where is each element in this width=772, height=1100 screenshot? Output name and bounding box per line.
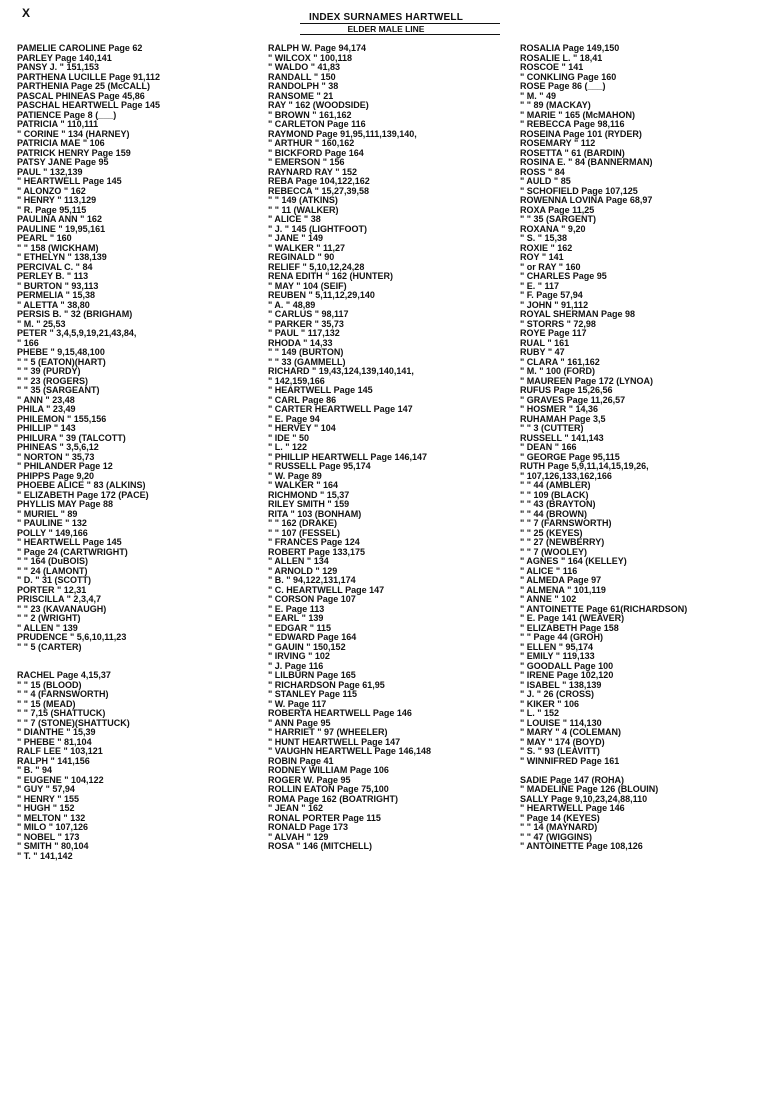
index-entry: ROBIN Page 41: [268, 755, 334, 766]
index-entry: " 166: [17, 337, 39, 348]
index-entry: " HENRY " 113,129: [17, 195, 97, 205]
index-entry: " GUY " 57,94: [17, 784, 75, 794]
index-entry: ROSA " 146 (MITCHELL): [268, 841, 372, 851]
index-entry: " " 158 (WICKHAM): [17, 242, 99, 253]
index-entry: POLLY " 149,166: [17, 527, 88, 538]
index-entry: REGINALD " 90: [268, 252, 335, 262]
index-entry: " MARIE " 165 (McMAHON): [520, 109, 636, 120]
index-entry: " ALLEN " 139: [17, 622, 78, 633]
index-entry: PATRICIA " 110,111: [17, 119, 99, 129]
index-entry: RUBY " 47: [520, 347, 565, 357]
index-entry: ROSCOE " 141: [520, 62, 584, 72]
index-entry: " ALONZO " 162: [17, 185, 86, 196]
index-entry: " ANTOINETTE Page 61(RICHARDSON): [520, 603, 688, 614]
index-entry: PRUDENCE " 5,6,10,11,23: [17, 632, 127, 642]
index-entry: REBA Page 104,122,162: [268, 176, 370, 186]
index-entry: " IDE " 50: [268, 432, 310, 443]
index-entry: " AGNES " 164 (KELLEY): [520, 556, 627, 566]
index-entry: ROBERT Page 133,175: [268, 546, 366, 557]
index-entry: ROGER W. Page 95: [268, 774, 351, 785]
index-entry: PAULINA ANN " 162: [17, 214, 102, 224]
index-entry: " CHARLES Page 95: [520, 271, 607, 281]
index-entry: " VAUGHN HEARTWELL Page 146,148: [268, 746, 431, 756]
index-entry: " HERVEY " 104: [268, 423, 336, 433]
index-entry: " or RAY " 160: [520, 261, 581, 272]
index-entry: RAY " 162 (WOODSIDE): [268, 100, 369, 110]
index-entry: RAYMOND Page 91,95,111,139,140,: [268, 128, 417, 139]
index-entry: PERMELIA " 15,38: [17, 290, 95, 300]
index-entry: PASCHAL HEARTWELL Page 145: [17, 100, 161, 110]
index-entry: " " 47 (WIGGINS): [520, 831, 593, 842]
index-entry: " IRENE Page 102,120: [520, 670, 614, 680]
index-entry: ROWENNA LOVINA Page 68,97: [520, 195, 653, 205]
index-entry: " " 24 (LAMONT): [17, 565, 88, 576]
index-entry: " Page 14 (KEYES): [520, 812, 600, 823]
index-entry: " " 25 (KEYES): [520, 527, 583, 538]
index-entry: PAUL " 132,139: [17, 166, 83, 177]
index-entry: RALF LEE " 103,121: [17, 746, 103, 756]
index-entry: PERCIVAL C. " 84: [17, 261, 93, 272]
index-entry: " CARLETON Page 116: [268, 119, 366, 129]
index-entry: " " 35 (SARGENT): [520, 214, 597, 224]
index-entry: PHINEAS " 3,5,6,12: [17, 442, 99, 452]
index-entry: RALPH " 141,156: [17, 755, 90, 766]
index-entry: " W. Page 89: [268, 470, 322, 481]
index-entry: RUFUS Page 15,26,56: [520, 385, 613, 395]
index-entry: ROSEINA Page 101 (RYDER): [520, 128, 642, 139]
index-entry: " B. " 94: [17, 765, 53, 775]
index-entry: " S. " 15,38: [520, 233, 568, 243]
index-entry: " " 44 (AMBLER): [520, 480, 591, 490]
index-entry: PETER " 3,4,5,9,19,21,43,84,: [17, 328, 137, 338]
index-entry: " " 164 (DuBOIS): [17, 556, 89, 566]
index-entry: " S. " 93 (LEAVITT): [520, 746, 600, 756]
index-entry: RICHARD " 19,43,124,139,140,141,: [268, 366, 414, 376]
index-entry: " M. " 49: [520, 90, 557, 101]
index-entry: RANDOLPH " 38: [268, 81, 339, 91]
index-entry: " JANE " 149: [268, 233, 324, 243]
index-entry: PATIENCE Page 8 (___): [17, 109, 117, 120]
index-entry: " J. " 145 (LIGHTFOOT): [268, 223, 368, 234]
index-entry: " ALETTA " 38,80: [17, 299, 90, 310]
index-entry: REUBEN " 5,11,12,29,140: [268, 290, 375, 300]
index-entry: ROYE Page 117: [520, 328, 587, 338]
index-entry: " ALICE " 116: [520, 565, 578, 576]
index-subtitle: ELDER MALE LINE: [347, 24, 425, 34]
index-entry: " HENRY " 155: [17, 793, 80, 804]
index-entry: " HEARTWELL Page 145: [268, 385, 373, 395]
index-entry: ROSALIA Page 149,150: [520, 43, 620, 53]
index-column-3: [520, 44, 770, 852]
index-entry: " MELTON " 132: [17, 812, 86, 823]
index-entry: " ARNOLD " 129: [268, 565, 338, 576]
index-entry: " MAUREEN Page 172 (LYNOA): [520, 375, 653, 386]
index-entry: " MAY " 174 (BOYD): [520, 736, 605, 747]
index-entry: " WINNIFRED Page 161: [520, 755, 620, 766]
index-entry: " C. HEARTWELL Page 147: [268, 584, 385, 595]
index-entry: " GAUIN " 150,152: [268, 641, 346, 652]
index-entry: " MURIEL " 89: [17, 508, 78, 519]
index-entry: " J. Page 116: [268, 660, 324, 671]
index-entry: " " 14 (MAYNARD): [520, 822, 598, 832]
index-entry: " BICKFORD Page 164: [268, 147, 364, 158]
index-entry: " FRANCES Page 124: [268, 537, 360, 547]
index-entry: REBECCA " 15,27,39,58: [268, 185, 369, 196]
index-entry: PARLEY Page 140,141: [17, 52, 112, 63]
index-entry: RELIEF " 5,10,12,24,28: [268, 261, 365, 272]
index-entry: " W. Page 117: [268, 698, 327, 709]
index-entry: " PARKER " 35,73: [268, 318, 344, 329]
index-entry: ROSETTA " 61 (BARDIN): [520, 147, 625, 158]
subtitle-rule: [300, 34, 500, 35]
index-entry: " ELLEN " 95,174: [520, 641, 594, 652]
index-entry: " " 7 (FARNSWORTH): [520, 518, 612, 528]
index-entry: " " 109 (BLACK): [520, 489, 589, 500]
index-entry: " DIANTHE " 15,39: [17, 727, 96, 737]
index-entry: RUSSELL " 141,143: [520, 432, 604, 443]
index-entry: " KIKER " 106: [520, 698, 580, 709]
index-entry: SALLY Page 9,10,23,24,88,110: [520, 793, 648, 804]
index-entry: " PAUL " 117,132: [268, 328, 340, 338]
index-entry: " CARL Page 86: [268, 394, 337, 405]
index-entry: PHILA " 23,49: [17, 404, 76, 414]
index-entry: " SMITH " 80,104: [17, 841, 89, 851]
index-entry: " EARL " 139: [268, 613, 324, 623]
index-entry: " " 44 (BROWN): [520, 508, 588, 519]
index-entry: " " 23 (ROGERS): [17, 375, 89, 386]
index-entry: PARTHENA LUCILLE Page 91,112: [17, 71, 161, 82]
index-entry: " " 23 (KAVANAUGH): [17, 603, 107, 614]
index-entry: PEARL " 160: [17, 233, 72, 243]
index-entry: " NOBEL " 173: [17, 831, 80, 842]
index-entry: " " 5 (EATON)(HART): [17, 356, 106, 367]
index-entry: RODNEY WILLIAM Page 106: [268, 765, 389, 775]
index-entry: " RICHARDSON Page 61,95: [268, 679, 385, 690]
index-entry: " " 149 (BURTON): [268, 347, 344, 357]
index-entry: RITA " 103 (BONHAM): [268, 508, 362, 519]
index-entry: SADIE Page 147 (ROHA): [520, 774, 625, 785]
index-entry: " L. " 152: [520, 708, 560, 718]
index-column-1: [17, 44, 267, 861]
index-entry: PATRICIA MAE " 106: [17, 138, 105, 148]
index-entry: " ELIZABETH Page 158: [520, 622, 619, 633]
index-entry: " EUGENE " 104,122: [17, 774, 104, 785]
index-entry: " ANN Page 95: [268, 717, 331, 728]
index-entry: " " 27 (NEWBERRY): [520, 537, 605, 547]
index-entry: PHILLIP " 143: [17, 423, 76, 433]
index-entry: ROSINA E. " 84 (BANNERMAN): [520, 157, 653, 167]
index-entry: " HARRIET " 97 (WHEELER): [268, 727, 388, 737]
index-entry: " " 43 (BRAYTON): [520, 499, 596, 509]
index-entry: " BURTON " 93,113: [17, 280, 99, 291]
index-entry: " STANLEY Page 115: [268, 689, 357, 699]
index-entry: PHILURA " 39 (TALCOTT): [17, 432, 126, 443]
index-entry: " D. " 31 (SCOTT): [17, 575, 92, 585]
index-entry: PAMELIE CAROLINE Page 62: [17, 43, 143, 53]
index-entry: " GRAVES Page 11,26,57: [520, 394, 626, 405]
index-entry: " " Page 44 (GROH): [520, 632, 604, 642]
index-entry: PHEBE " 9,15,48,100: [17, 347, 105, 357]
index-entry: ROY " 141: [520, 252, 564, 262]
index-entry: " HEARTWELL Page 145: [17, 176, 122, 186]
index-entry: " 107,126,133,162,166: [520, 470, 612, 481]
index-entry: PARTHENIA Page 25 (McCALL): [17, 81, 151, 91]
index-entry: " RUSSELL Page 95,174: [268, 461, 371, 471]
index-entry: " EMILY " 119,133: [520, 651, 595, 661]
index-entry: RUHAMAH Page 3,5: [520, 413, 606, 424]
page-mark: X: [22, 6, 31, 20]
index-entry: " " 162 (DRAKE): [268, 518, 338, 528]
index-entry: " " 7 (WOOLEY): [520, 546, 588, 557]
index-entry: RAYNARD RAY " 152: [268, 166, 357, 177]
index-entry: " " 107 (FESSEL): [268, 527, 341, 538]
index-entry: " JOHN " 91,112: [520, 299, 589, 310]
index-entry: " ALVAH " 129: [268, 831, 329, 842]
index-entry: " ALLEN " 134: [268, 556, 329, 566]
index-entry: ROMA Page 162 (BOATRIGHT): [268, 793, 399, 804]
index-entry: PANSY J. " 151,153: [17, 62, 99, 72]
index-entry: " STORRS " 72,98: [520, 318, 596, 329]
index-entry: RACHEL Page 4,15,37: [17, 670, 111, 680]
index-entry: " CORINE " 134 (HARNEY): [17, 128, 130, 139]
index-entry: " LOUISE " 114,130: [520, 717, 602, 728]
index-entry: " WALDO " 41,83: [268, 62, 341, 72]
index-entry: " 142,159,166: [268, 375, 325, 386]
index-entry: " L. " 122: [268, 442, 308, 452]
index-entry: " " 33 (GAMMELL): [268, 356, 346, 367]
index-entry: ROSEMARY " 112: [520, 138, 596, 148]
index-entry: " REBECCA Page 98,116: [520, 119, 625, 129]
index-entry: " BROWN " 161,162: [268, 109, 352, 120]
index-entry: " " 4 (FARNSWORTH): [17, 689, 109, 699]
index-entry: " F. Page 57,94: [520, 290, 583, 300]
index-entry: " DEAN " 166: [520, 442, 577, 452]
index-entry: PHIPPS Page 9,20: [17, 470, 95, 481]
index-entry: " ARTHUR " 160,162: [268, 138, 355, 148]
index-entry: " CLARA " 161,162: [520, 356, 600, 367]
index-entry: " " 149 (ATKINS): [268, 195, 338, 205]
index-entry: " ETHELYN " 138,139: [17, 252, 107, 262]
index-entry: RILEY SMITH " 159: [268, 499, 350, 509]
index-entry: RANDALL " 150: [268, 71, 336, 82]
index-entry: " EMERSON " 156: [268, 157, 345, 167]
index-entry: " T. " 141,142: [17, 850, 73, 861]
index-entry: RONAL PORTER Page 115: [268, 812, 381, 823]
index-entry: " SCHOFIELD Page 107,125: [520, 185, 638, 196]
index-entry: " CARTER HEARTWELL Page 147: [268, 404, 413, 414]
index-entry: " ISABEL " 138,139: [520, 679, 602, 690]
index-entry: " ALMEDA Page 97: [520, 575, 602, 585]
index-entry: PATSY JANE Page 95: [17, 157, 109, 167]
index-entry: RHODA " 14,33: [268, 337, 333, 348]
index-entry: ROSALIE L. " 18,41: [520, 52, 603, 63]
index-entry: ROXANA " 9,20: [520, 223, 586, 234]
index-entry: " ALICE " 38: [268, 214, 321, 224]
index-entry: " PHILANDER Page 12: [17, 461, 113, 471]
index-entry: RALPH W. Page 94,174: [268, 43, 367, 53]
index-entry: " M. " 25,53: [17, 318, 66, 329]
index-entry: ROSE Page 86 (___): [520, 81, 606, 91]
index-entry: " ANNE " 102: [520, 594, 577, 604]
index-entry: [17, 652, 267, 662]
index-entry: " " 3 (CUTTER): [520, 423, 584, 433]
index-entry: " " 89 (MACKAY): [520, 100, 591, 110]
index-title: INDEX SURNAMES HARTWELL: [308, 12, 464, 23]
index-entry: " CONKLING Page 160: [520, 71, 617, 82]
index-entry: " EDWARD Page 164: [268, 632, 357, 642]
index-entry: ROXIE " 162: [520, 242, 573, 253]
index-entry: " " 2 (WRIGHT): [17, 613, 81, 623]
index-entry: " ALMENA " 101,119: [520, 584, 606, 595]
index-entry: " R. Page 95,115: [17, 204, 87, 215]
index-entry: RONALD Page 173: [268, 822, 349, 832]
index-entry: " " 7 (STONE)(SHATTUCK): [17, 717, 130, 728]
index-entry: " LILBURN Page 165: [268, 670, 356, 680]
index-entry: " CORSON Page 107: [268, 594, 356, 604]
index-entry: " A. " 48,89: [268, 299, 316, 310]
index-entry: " MAY " 104 (SEIF): [268, 280, 347, 291]
index-entry: " " 15 (BLOOD): [17, 679, 82, 690]
index-entry: ROSS " 84: [520, 166, 565, 177]
index-entry: " MADELINE Page 126 (BLOUIN): [520, 784, 659, 794]
index-entry: " AULD " 85: [520, 176, 571, 186]
index-entry: " WILCOX " 100,118: [268, 52, 353, 63]
index-entry: " EDGAR " 115: [268, 622, 332, 633]
index-entry: ROLLIN EATON Page 75,100: [268, 784, 389, 794]
index-entry: " " 5 (CARTER): [17, 641, 82, 652]
index-entry: PASCAL PHINEAS Page 45,86: [17, 90, 145, 101]
index-entry: " " 11 (WALKER): [268, 204, 339, 215]
index-entry: ROBERTA HEARTWELL Page 146: [268, 708, 412, 718]
index-entry: " Page 24 (CARTWRIGHT): [17, 546, 128, 557]
index-entry: " E. Page 113: [268, 603, 325, 614]
index-entry: " WALKER " 164: [268, 480, 339, 490]
index-entry: ROYAL SHERMAN Page 98: [520, 309, 636, 319]
index-entry: RICHMOND " 15,37: [268, 489, 350, 500]
index-entry: RANSOME " 21: [268, 90, 334, 101]
index-entry: " CARLUS " 98,117: [268, 309, 349, 319]
index-entry: " " 15 (MEAD): [17, 698, 76, 709]
index-entry: PAULINE " 19,95,161: [17, 223, 106, 234]
index-entry: PHYLLIS MAY Page 88: [17, 499, 114, 509]
index-column-2: [268, 44, 518, 852]
index-entry: " HEARTWELL Page 146: [520, 803, 625, 813]
index-entry: " B. " 94,122,131,174: [268, 575, 356, 585]
index-entry: RUTH Page 5,9,11,14,15,19,26,: [520, 461, 649, 471]
index-entry: PATRICK HENRY Page 159: [17, 147, 131, 158]
index-entry: " J. " 26 (CROSS): [520, 689, 595, 699]
index-entry: " PAULINE " 132: [17, 518, 87, 528]
index-entry: " WALKER " 11,27: [268, 242, 346, 253]
index-entry: PERLEY B. " 113: [17, 271, 89, 281]
index-entry: ROXA Page 11,25: [520, 204, 595, 215]
index-entry: " M. " 100 (FORD): [520, 366, 596, 376]
index-entry: " HOSMER " 14,36: [520, 404, 599, 414]
index-entry: " PHEBE " 81,104: [17, 736, 92, 747]
index-entry: " HUGH " 152: [17, 803, 75, 813]
index-entry: " HUNT HEARTWELL Page 147: [268, 736, 401, 747]
index-entry: PHILEMON " 155,156: [17, 413, 107, 424]
index-entry: RENA EDITH " 162 (HUNTER): [268, 271, 393, 281]
index-entry: RUAL " 161: [520, 337, 570, 348]
index-entry: " ANTOINETTE Page 108,126: [520, 841, 643, 851]
index-entry: PORTER " 12,31: [17, 584, 87, 595]
index-entry: " GEORGE Page 95,115: [520, 451, 620, 462]
index-entry: " ELIZABETH Page 172 (PACE): [17, 489, 149, 500]
index-entry: PHOEBE ALICE " 83 (ALKINS): [17, 480, 146, 490]
index-entry: " E. " 117: [520, 280, 560, 291]
index-entry: PERSIS B. " 32 (BRIGHAM): [17, 309, 133, 319]
index-entry: " NORTON " 35,73: [17, 451, 95, 462]
index-entry: " E. Page 94: [268, 413, 320, 424]
index-entry: " " 39 (PURDY): [17, 366, 81, 376]
index-entry: " " 35 (SARGEANT): [17, 385, 100, 395]
index-entry: " ANN " 23,48: [17, 394, 75, 405]
index-entry: " MARY " 4 (COLEMAN): [520, 727, 622, 737]
index-entry: " PHILLIP HEARTWELL Page 146,147: [268, 451, 427, 462]
index-entry: " GOODALL Page 100: [520, 660, 614, 671]
index-entry: " IRVING " 102: [268, 651, 330, 661]
index-entry: " " 7,15 (SHATTUCK): [17, 708, 106, 718]
index-entry: " MILO " 107,126: [17, 822, 89, 832]
index-entry: " HEARTWELL Page 145: [17, 537, 122, 547]
index-entry: " E. Page 141 (WEAVER): [520, 613, 625, 623]
index-entry: " JEAN " 162: [268, 803, 324, 813]
index-entry: PRISCILLA " 2,3,4,7: [17, 594, 101, 604]
